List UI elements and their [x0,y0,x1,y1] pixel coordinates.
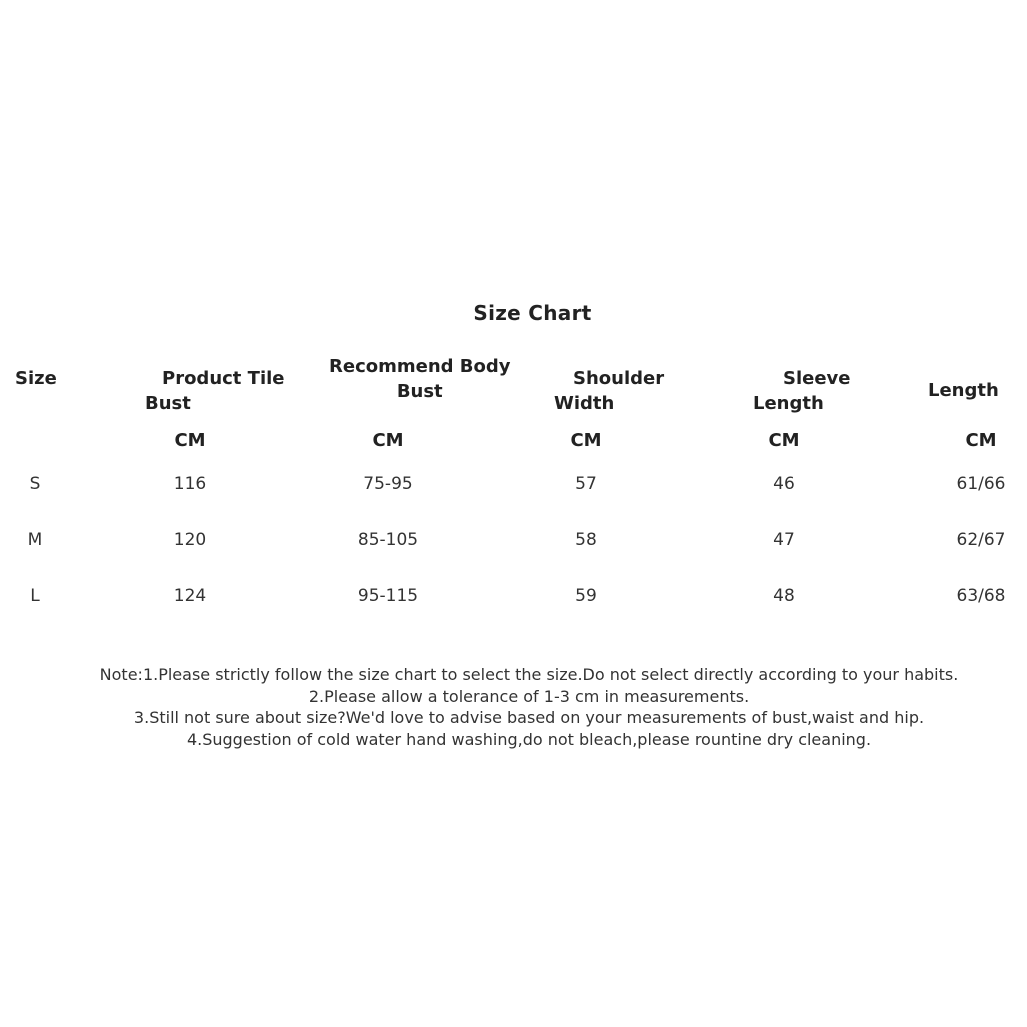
unit-length: CM [965,430,997,451]
unit-product-tile-bust: CM [174,430,206,451]
table-row-s-size: S [29,474,41,494]
header-recommend-body-bust [329,354,511,404]
table-row-l-size: L [30,586,40,606]
header-product-tile-bust-line1: Product Tile [162,368,285,389]
note-line-3: 3.Still not sure about size?We'd love to advise based on your measurements of bust,waist and hip. [133,708,925,727]
table-row-m-product-tile-bust: 120 [173,530,207,550]
unit-recommend-body-bust: CM [372,430,404,451]
table-row-s-shoulder-width: 57 [575,474,597,494]
table-row-s-product-tile-bust: 116 [173,474,207,494]
header-recommend-body-bust-line2: Bust [396,381,443,402]
table-row-m-shoulder-width: 58 [575,530,597,550]
notes [0,664,1027,750]
table-row-m-recommend-body-bust: 85-105 [357,530,419,550]
unit-shoulder-width: CM [570,430,602,451]
table-row-l-shoulder-width: 59 [575,586,597,606]
table-row-l-sleeve-length: 48 [773,586,795,606]
table-row-s-recommend-body-bust: 75-95 [363,474,413,494]
table-row-l-length: 63/68 [956,586,1006,606]
note-line-2: 2.Please allow a tolerance of 1-3 cm in measurements. [308,686,750,706]
header-sleeve-length [753,366,851,416]
table-row-m-length: 62/67 [956,530,1006,550]
header-shoulder-width-line1: Shoulder [573,368,665,389]
header-recommend-body-bust-line1: Recommend Body [329,356,511,377]
header-product-tile-bust [145,366,285,416]
header-size: Size [15,368,57,389]
table-row-m-size: M [27,530,43,550]
table-row-s-sleeve-length: 46 [773,474,795,494]
table-row-s-length: 61/66 [956,474,1006,494]
table-row-m-sleeve-length: 47 [773,530,795,550]
note-line-4: 4.Suggestion of cold water hand washing,do not bleach,please rountine dry cleaning. [186,729,872,749]
note-line-1: Note:1.Please strictly follow the size chart to select the size.Do not select directly according to your habits. [99,665,959,684]
unit-sleeve-length: CM [768,430,800,451]
header-sleeve-length-line1: Sleeve [783,368,851,389]
page-title: Size Chart [473,301,592,325]
table-row-l-recommend-body-bust: 95-115 [357,586,419,606]
header-length: Length [928,380,999,401]
header-shoulder-width [554,366,664,416]
header-shoulder-width-line2: Width [554,393,615,414]
header-sleeve-length-line2: Length [753,393,824,414]
table-row-l-product-tile-bust: 124 [173,586,207,606]
header-product-tile-bust-line2: Bust [145,393,191,414]
